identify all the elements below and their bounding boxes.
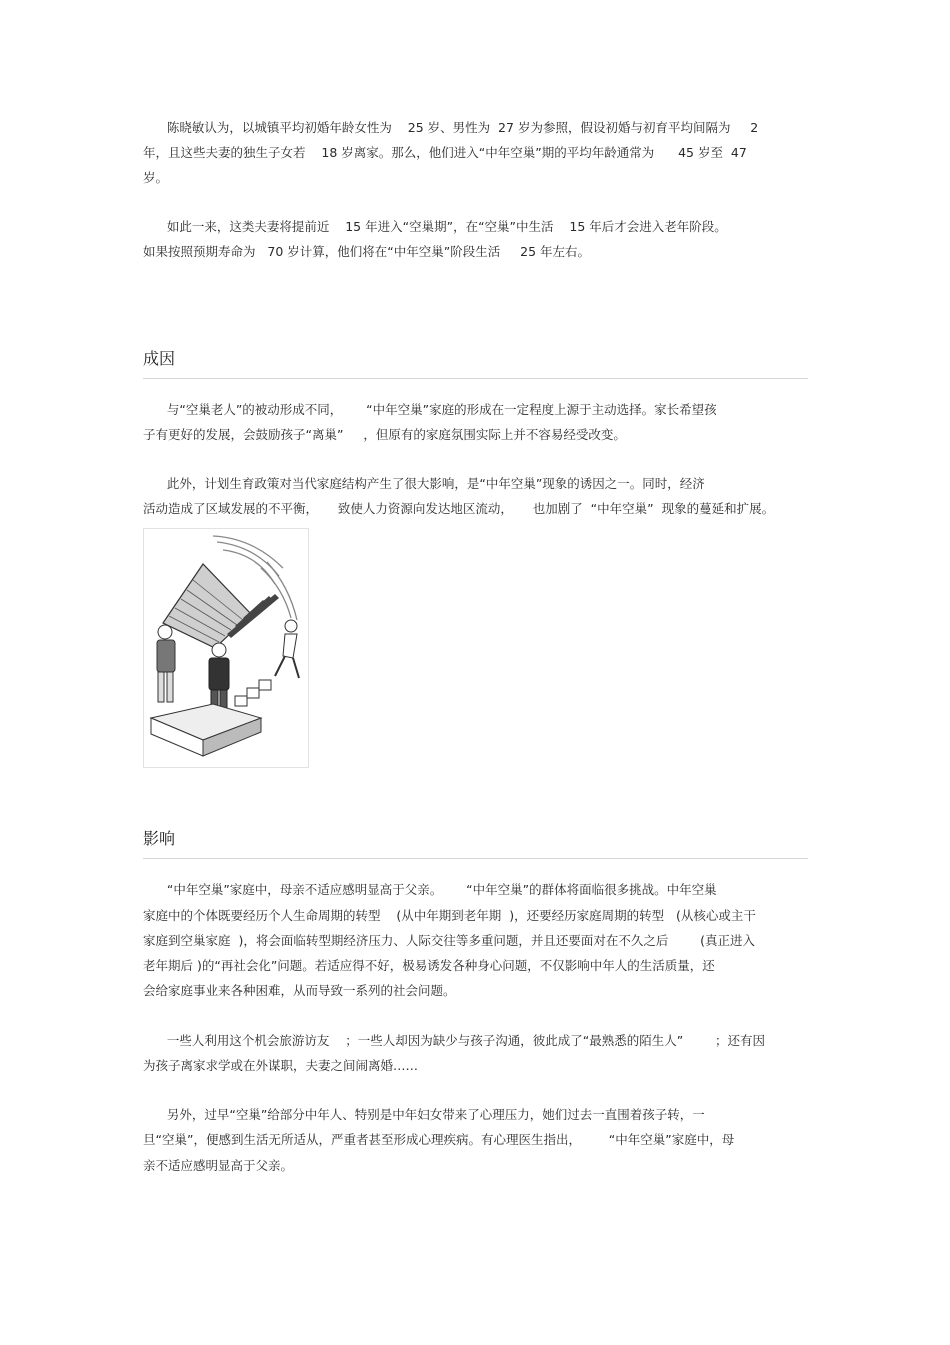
text-line: 旦“空巢”，便感到生活无所适从，严重者甚至形成心理疾病。有心理医生指出， “中年空巢”家庭中，母 [143, 1132, 735, 1147]
text-line: 岁。 [143, 170, 169, 185]
text-line: 如果按照预期寿命为 70 岁计算，他们将在“中年空巢”阶段生活 25 年左右。 [143, 244, 590, 259]
text-line: 一些人利用这个机会旅游访友 ；一些人却因为缺少与孩子沟通，彼此成了“最熟悉的陌生人” ；还有因 [143, 1033, 765, 1048]
text-line: 为孩子离家求学或在外谋职，夫妻之间闹离婚…… [143, 1058, 419, 1073]
text-line: 年，且这些夫妻的独生子女若 18 岁离家。那么，他们进入“中年空巢”期的平均年龄通常为 45 岁至 47 [143, 145, 747, 160]
text-line: 此外，计划生育政策对当代家庭结构产生了很大影响，是“中年空巢”现象的诱因之一。同时，经济 [143, 476, 705, 491]
text-line: 亲不适应感明显高于父亲。 [143, 1158, 294, 1173]
section-heading-impact: 影响 [143, 829, 176, 848]
text-line: 与“空巢老人”的被动形成不同， “中年空巢”家庭的形成在一定程度上源于主动选择。家长希望孩 [143, 402, 717, 417]
text-line: 活动造成了区域发展的不平衡， 致使人力资源向发达地区流动， 也加剧了 “中年空巢” 现象的蔓延和扩展。 [143, 501, 775, 516]
empty-nest-illustration [143, 528, 309, 768]
text-line: “中年空巢”家庭中，母亲不适应感明显高于父亲。 “中年空巢”的群体将面临很多挑战。中年空巢 [143, 882, 717, 897]
text-line: 子有更好的发展，会鼓励孩子“离巢” ，但原有的家庭氛围实际上并不容易经受改变。 [143, 427, 626, 442]
text-line: 陈晓敏认为，以城镇平均初婚年龄女性为 25 岁、男性为 27 岁为参照，假设初婚与初育平均间隔为 2 [143, 120, 759, 135]
text-line: 家庭到空巢家庭 )，将会面临转型期经济压力、人际交往等多重问题，并且还要面对在不久之后 (真正进入 [143, 933, 755, 948]
text-line: 另外，过早“空巢”给部分中年人、特别是中年妇女带来了心理压力，她们过去一直围着孩子转，一 [143, 1107, 705, 1122]
section-divider [143, 858, 808, 859]
text-line: 家庭中的个体既要经历个人生命周期的转型 (从中年期到老年期 )，还要经历家庭周期的转型 (从核心或主干 [143, 908, 756, 923]
text-line: 如此一来，这类夫妻将提前近 15 年进入“空巢期”，在“空巢”中生活 15 年后才会进入老年阶段。 [143, 219, 727, 234]
section-heading-cause: 成因 [143, 349, 176, 368]
text-line: 会给家庭事业来各种困难，从而导致一系列的社会问题。 [143, 983, 456, 998]
section-divider [143, 378, 808, 379]
text-line: 老年期后 )的“再社会化”问题。若适应得不好，极易诱发各种身心问题，不仅影响中年人的生活质量，还 [143, 958, 715, 973]
